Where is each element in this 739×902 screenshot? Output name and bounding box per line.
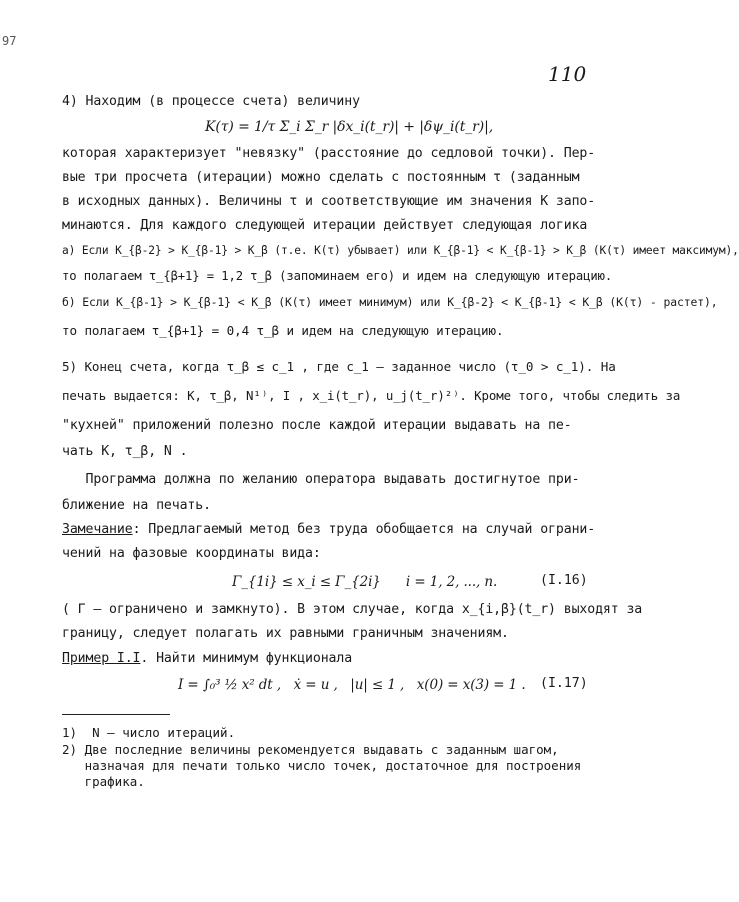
remark-line2: чений на фазовые координаты вида: (62, 546, 321, 561)
item4-case-b-line1: б) Если K_{β-1} > K_{β-1} < K_β (K(τ) имеет минимум) или K_{β-2} < K_{β-1} < K_β (K(τ) - растет), (62, 295, 718, 309)
equation-number-117: (I.17) (540, 676, 588, 691)
item4-line3: в исходных данных). Величины τ и соответствующие им значения K запо- (62, 194, 596, 209)
corner-mark: 97 (2, 34, 17, 48)
item5-line1: 5) Конец счета, когда τ_β ≤ c_1 , где c_1 – заданное число (τ_0 > c_1). На (62, 359, 616, 374)
item4-case-b-line2: то полагаем τ_{β+1} = 0,4 τ_β и идем на следующую итерацию. (62, 323, 504, 338)
item5-line3: "кухней" приложений полезно после каждой итерации выдавать на пе- (62, 418, 572, 433)
item4-case-a-line2: то полагаем τ_{β+1} = 1,2 τ_β (запоминаем его) и идем на следующую итерацию. (62, 269, 613, 283)
item4-line2: вые три просчета (итерации) можно сделать с постоянным τ (заданным (62, 170, 580, 185)
item4-line1: которая характеризует "невязку" (расстояние до седловой точки). Пер- (62, 146, 596, 161)
example-text1: . Найти минимум функционала (140, 651, 353, 666)
page-number: 110 (548, 62, 587, 86)
remark-line1 (62, 521, 595, 539)
remark-text1: : Предлагаемый метод без труда обобщается на случай ограни- (132, 522, 596, 537)
remark-formula: Γ_{1i} ≤ x_i ≤ Γ_{2i} i = 1, 2, ..., n. (232, 574, 498, 590)
item5-line4: чать K, τ_β, N . (62, 444, 188, 459)
remark-line4: границу, следует полагать их равными граничным значениям. (62, 626, 509, 641)
equation-number-116: (I.16) (540, 573, 588, 588)
item4-case-a-line1: а) Если K_{β-2} > K_{β-1} > K_β (т.е. K(τ) убывает) или K_{β-1} < K_{β-1} > K_β (K(τ) имеет максимум), (62, 244, 739, 257)
remark-line3: ( Γ – ограничено и замкнуто). В этом случае, когда x_{i,β}(t_r) выходят за (62, 602, 643, 617)
item5-line2: печать выдается: K, τ_β, N¹⁾, I , x_i(t_r), u_j(t_r)²⁾. Кроме того, чтобы следить за (62, 388, 681, 403)
example-label: Пример I.I (62, 651, 141, 666)
remark-label: Замечание (62, 522, 133, 537)
footnote-1: 1) N – число итераций. (62, 725, 236, 740)
item4-intro: 4) Находим (в процессе счета) величину (62, 94, 360, 109)
item4-line4: минаются. Для каждого следующей итерации действует следующая логика (62, 218, 588, 233)
footnote-2-line1: 2) Две последние величины рекомендуется выдавать с заданным шагом, (62, 742, 559, 757)
footnote-2-line3: графика. (62, 774, 145, 789)
example-formula: I = ∫₀³ ½ x² dt , ẋ = u , |u| ≤ 1 , x(0) = x(3) = 1 . (178, 677, 526, 693)
footnote-2-line2: назначая для печати только число точек, достаточное для построения (62, 758, 582, 773)
footnote-divider (62, 714, 170, 715)
example-line1 (62, 650, 352, 668)
program-line2: ближение на печать. (62, 498, 211, 513)
program-line1: Программа должна по желанию оператора выдавать достигнутое при- (62, 472, 580, 487)
item4-formula: K(τ) = 1/τ Σ_i Σ_r |δx_i(t_r)| + |δψ_i(t_r)|, (205, 119, 494, 135)
